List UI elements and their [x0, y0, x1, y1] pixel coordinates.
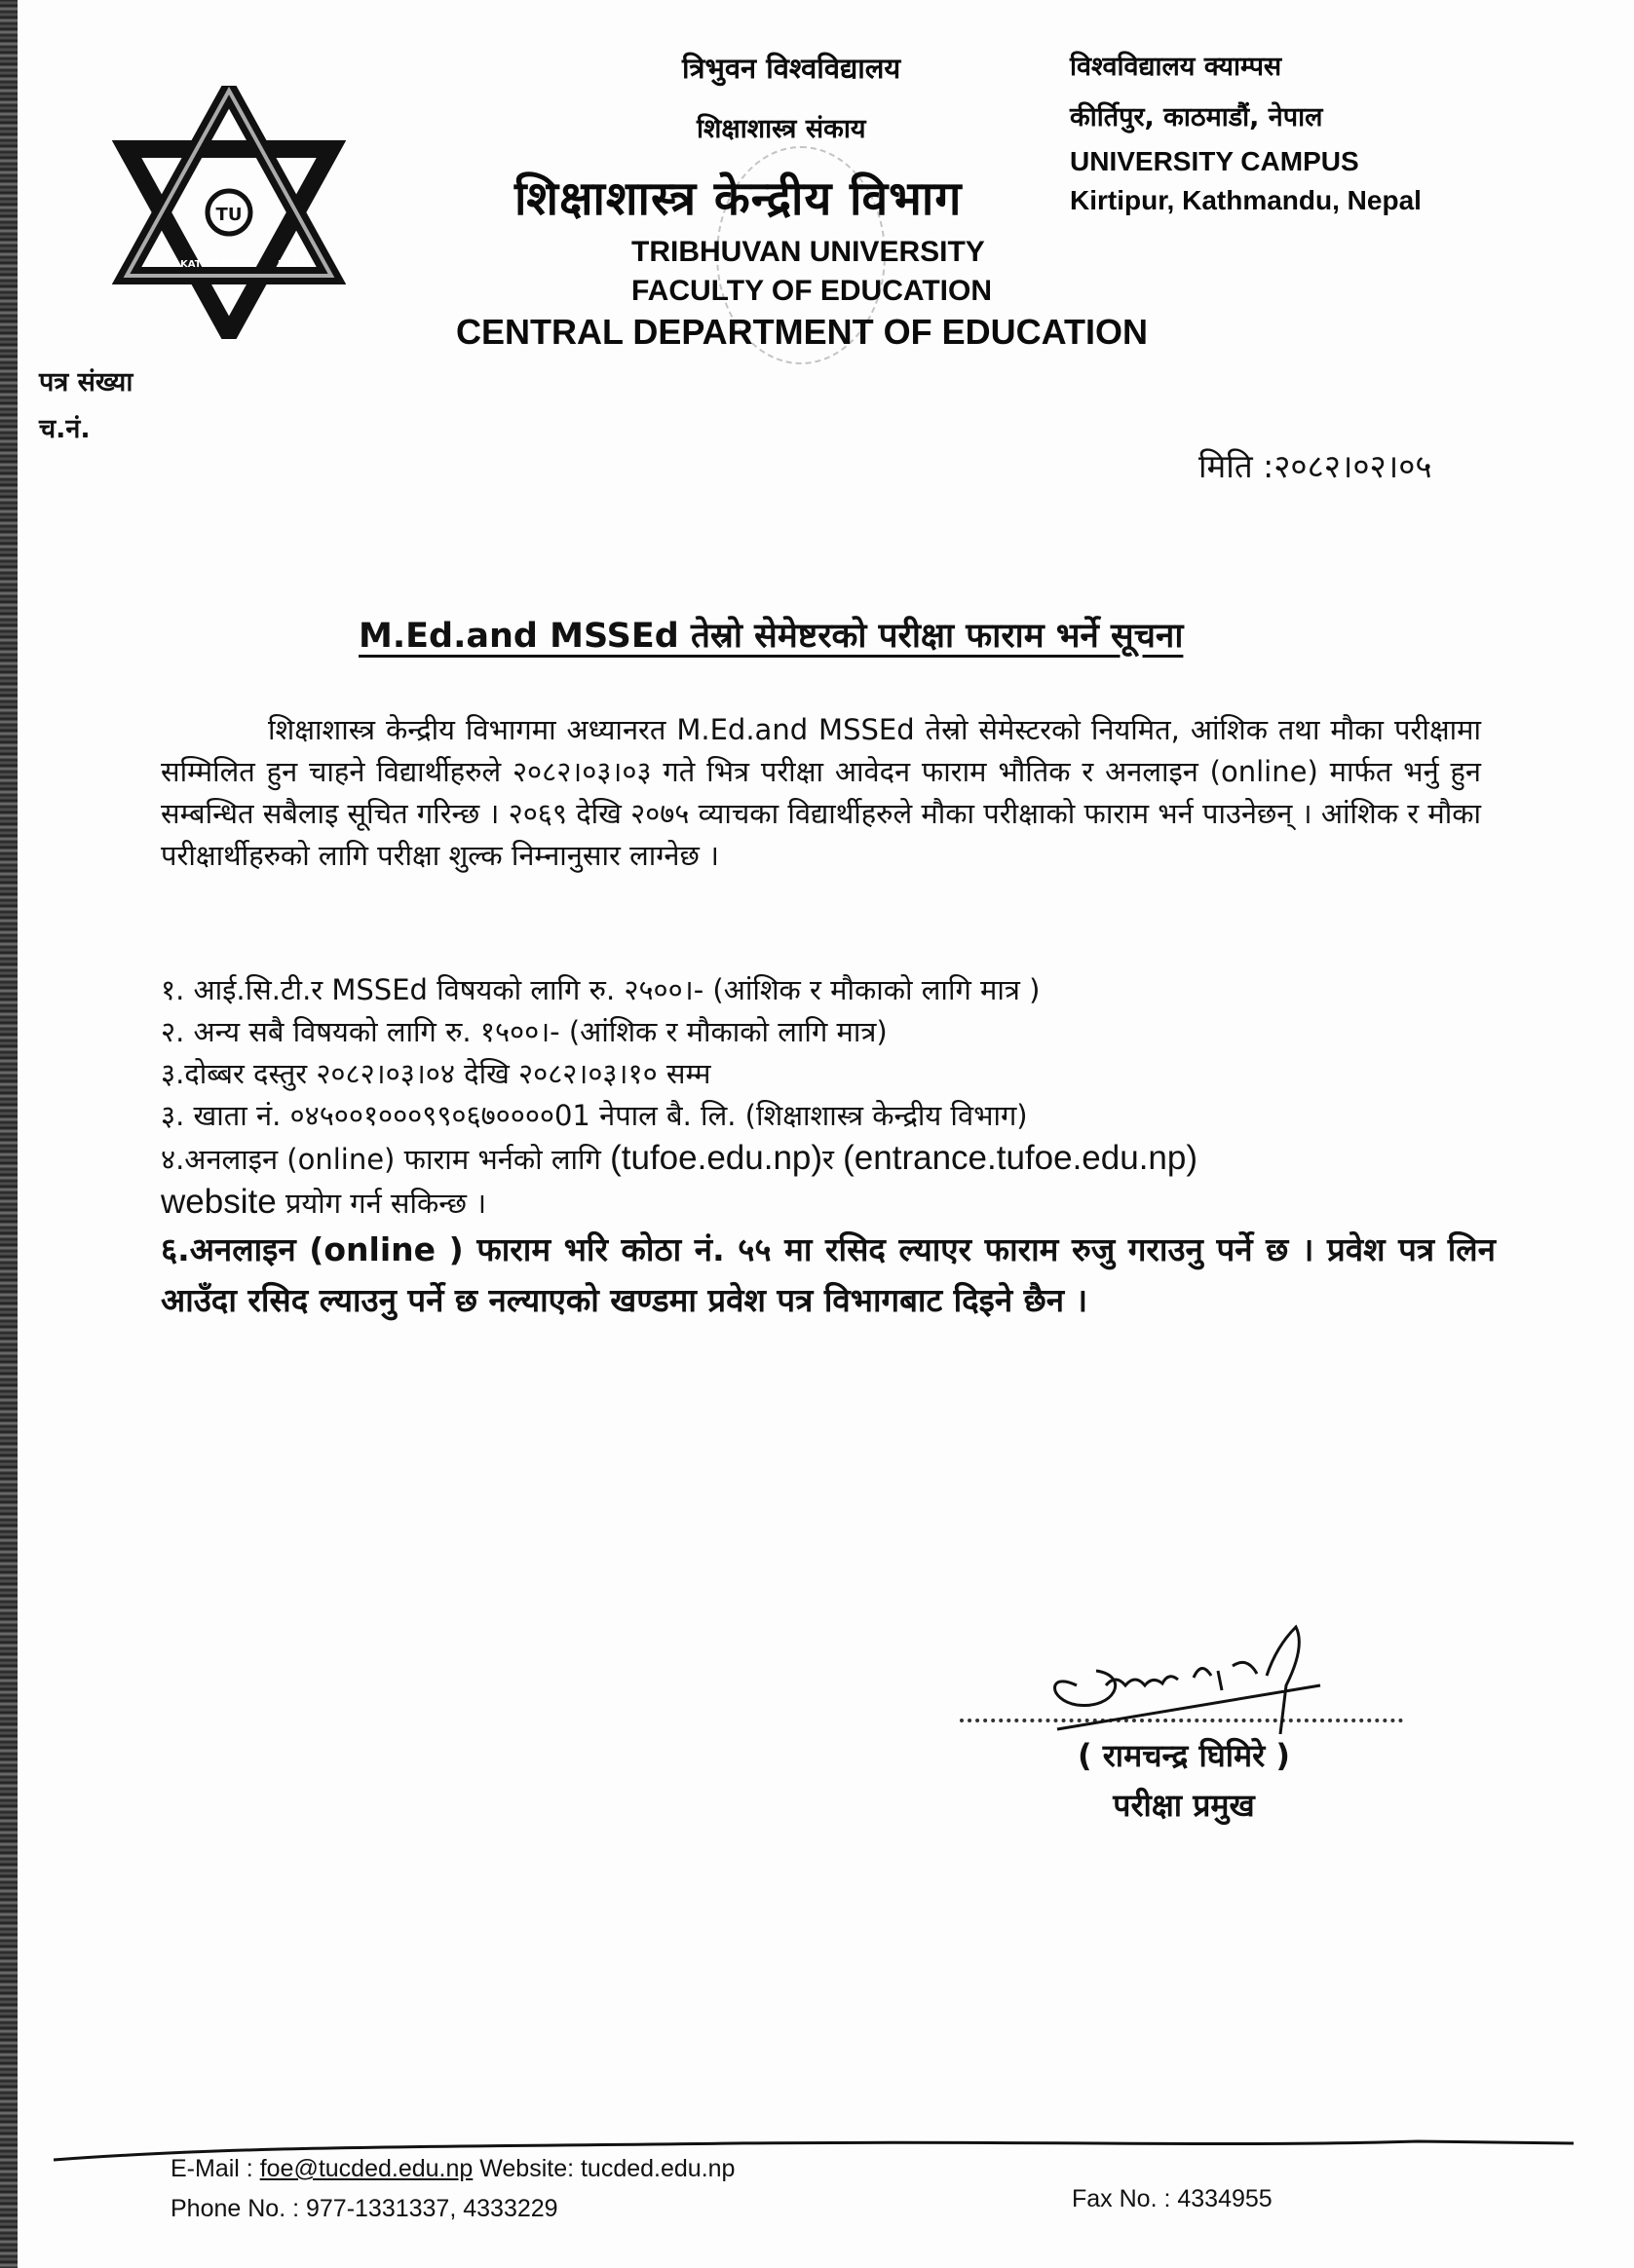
fee-list	[161, 969, 1496, 1326]
dispatch-number-label: च.नं.	[39, 414, 91, 444]
tribhuvan-university-logo	[112, 86, 346, 339]
list-item-online-form	[161, 1137, 1496, 1225]
phone-number: Phone No. : 977-1331337, 4333229	[171, 2195, 558, 2222]
faculty-name-en: FACULTY OF EDUCATION	[631, 275, 992, 307]
notice-body	[161, 709, 1481, 877]
department-name-np: शिक्षाशास्त्र केन्द्रीय विभाग	[514, 171, 963, 226]
list-item-receipt-verification: ६.अनलाइन (online ) फाराम भरि कोठा नं. ५५ मा रसिद ल्याएर फाराम रुजु गराउनु पर्ने छ । प्रवेश पत्र लिन आउँदा रसिद ल्याउनु पर्ने छ नल्याएको खण्डमा प्रवेश पत्र विभागबाट दिइने छैन ।	[161, 1230, 1496, 1319]
signer-name: ( रामचन्द्र घिमिरे )	[1077, 1737, 1291, 1774]
tufoe-link[interactable]: (tufoe.edu.np)	[610, 1139, 823, 1177]
address-np: कीर्तिपुर, काठमाडौं, नेपाल	[1070, 102, 1323, 132]
website-text: Website: tucded.edu.np	[473, 2155, 736, 2182]
signature-block	[960, 1617, 1408, 1826]
scan-edge	[0, 0, 18, 2268]
logo-kathmandu: KATHMANDU	[180, 259, 251, 270]
body-paragraph: शिक्षाशास्त्र केन्द्रीय विभागमा अध्यानरत M.Ed.and MSSEd तेस्रो सेमेस्टरको नियमित, आंशिक तथा मौका परीक्षामा सम्मिलित हुन चाहने विद्यार्थीहरुले २०८२।०३।०३ गते भित्र परीक्षा आवेदन फाराम भौतिक र अनलाइन (online) मार्फत भर्नु हुन सम्बन्धित सबैलाइ सूचित गरिन्छ । २०६९ देखि २०७५ व्याचका विद्यार्थीहरुले मौका परीक्षाको फाराम भर्न पाउनेछन् । आंशिक र मौका परीक्षार्थीहरुको लागि परीक्षा शुल्क निम्नानुसार लाग्नेछ ।	[161, 713, 1481, 872]
item4-suffix: प्रयोग गर्न सकिन्छ ।	[276, 1187, 487, 1220]
list-item-bank-account: ३. खाता नं. ०४५००१०००९९०६७००००01 नेपाल बै. लि. (शिक्षाशास्त्र केन्द्रीय विभाग)	[161, 1099, 1028, 1132]
list-item-ict-fee: १. आई.सि.टी.र MSSEd विषयको लागि रु. २५००।- (आंशिक र मौकाको लागि मात्र )	[161, 973, 1041, 1006]
list-item-double-fee: ३.दोब्बर दस्तुर २०८२।०३।०४ देखि २०८२।०३।१० सम्म	[161, 1057, 711, 1090]
campus-name-en: UNIVERSITY CAMPUS	[1070, 146, 1359, 176]
notice-title: M.Ed.and MSSEd तेस्रो सेमेष्टरको परीक्षा फाराम भर्ने सूचना	[359, 617, 1184, 656]
fax-number: Fax No. : 4334955	[1072, 2185, 1273, 2212]
email-label: E-Mail :	[171, 2155, 260, 2182]
university-name-np: त्रिभुवन विश्वविद्यालय	[682, 52, 901, 85]
signature-line	[960, 1719, 1403, 1722]
footer-contact-line	[171, 2155, 735, 2183]
letter-number-label: पत्र संख्या	[39, 367, 133, 397]
logo-monogram: TU	[215, 205, 243, 225]
item4-prefix: ४.अनलाइन (online) फाराम भर्नको लागि	[161, 1143, 611, 1176]
logo-nepal: NEPAL	[278, 259, 313, 270]
handwritten-signature	[1038, 1617, 1369, 1734]
item4-website-word: website	[161, 1183, 277, 1221]
notice-date: मिति :२०८२।०२।०५	[1198, 447, 1432, 485]
university-name-en: TRIBHUVAN UNIVERSITY	[631, 236, 985, 268]
list-item-other-fee: २. अन्य सबै विषयको लागि रु. १५००।- (आंशिक र मौकाको लागि मात्र)	[161, 1015, 888, 1048]
department-name-en: CENTRAL DEPARTMENT OF EDUCATION	[456, 312, 1148, 352]
email-link[interactable]: foe@tucded.edu.np	[259, 2155, 474, 2182]
faculty-name-np: शिक्षाशास्त्र संकाय	[697, 114, 866, 144]
signer-designation: परीक्षा प्रमुख	[1113, 1787, 1255, 1824]
entrance-link[interactable]: (entrance.tufoe.edu.np)	[843, 1139, 1198, 1177]
item4-mid: र	[822, 1143, 844, 1176]
address-en: Kirtipur, Kathmandu, Nepal	[1070, 185, 1422, 215]
campus-name-np: विश्वविद्यालय क्याम्पस	[1070, 52, 1282, 82]
